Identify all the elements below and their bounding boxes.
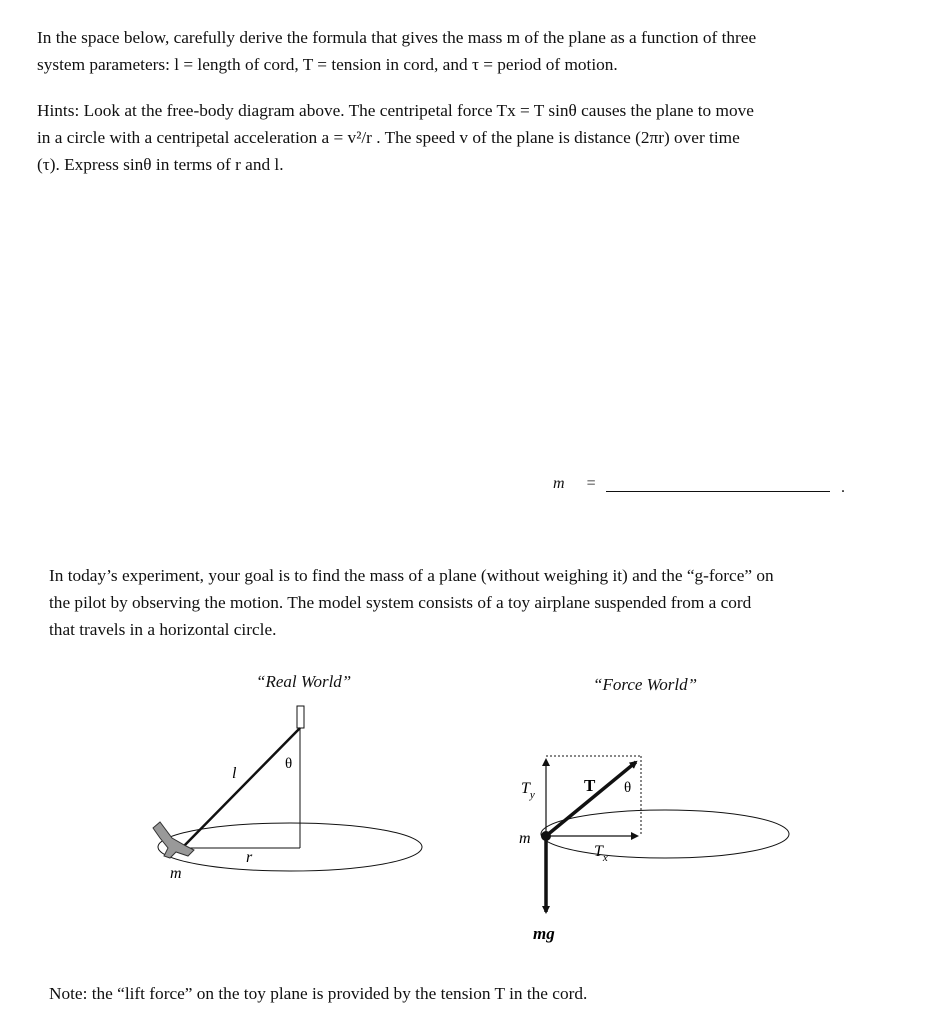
real-world-diagram bbox=[153, 706, 422, 882]
hints-line-1: Hints: Look at the free-body diagram above. The centripetal force Tx = T sinθ causes the plane to move bbox=[37, 101, 754, 120]
airplane-icon bbox=[153, 822, 194, 858]
label-r: r bbox=[246, 849, 253, 866]
label-theta-right: θ bbox=[624, 780, 632, 796]
experiment-line-3: that travels in a horizontal circle. bbox=[49, 620, 277, 639]
answer-label: m bbox=[553, 475, 565, 492]
label-tx-sub: x bbox=[602, 852, 608, 864]
answer-equals: = bbox=[586, 475, 596, 492]
label-ty-sub: y bbox=[529, 789, 535, 801]
label-mg: mg bbox=[533, 924, 555, 943]
label-tx-main: T bbox=[594, 843, 603, 860]
label-m-right: m bbox=[519, 830, 531, 847]
mass-point bbox=[541, 831, 551, 841]
experiment-line-1: In today’s experiment, your goal is to find the mass of a plane (without weighing it) and the “g-force” on bbox=[49, 566, 774, 585]
note-paragraph: Note: the “lift force” on the toy plane is provided by the tension T in the cord. bbox=[49, 984, 588, 1003]
hints-line-3: (τ). Express sinθ in terms of r and l. bbox=[37, 155, 284, 174]
experiment-line-2: the pilot by observing the motion. The model system consists of a toy airplane suspended from a cord bbox=[49, 593, 752, 612]
intro-line-1: In the space below, carefully derive the formula that gives the mass m of the plane as a function of three bbox=[37, 28, 757, 47]
label-t: T bbox=[584, 776, 596, 795]
label-ty-main: T bbox=[521, 780, 530, 797]
hints-line-2: in a circle with a centripetal acceleration a = v²/r . The speed v of the plane is distance (2πr) over time bbox=[37, 128, 740, 147]
intro-line-2: system parameters: l = length of cord, T = tension in cord, and τ = period of motion. bbox=[37, 55, 618, 74]
force-world-caption: “Force World” bbox=[593, 675, 698, 694]
force-world-diagram bbox=[519, 756, 789, 943]
tension-arrow bbox=[546, 762, 636, 836]
label-l: l bbox=[232, 765, 237, 782]
label-theta-left: θ bbox=[285, 756, 293, 772]
label-ty bbox=[521, 780, 535, 801]
pivot-post bbox=[297, 706, 304, 728]
label-tx bbox=[594, 843, 608, 864]
orbit-ellipse-right bbox=[541, 810, 789, 858]
cord-line bbox=[182, 728, 300, 848]
real-world-caption: “Real World” bbox=[256, 672, 352, 691]
answer-period: . bbox=[841, 479, 845, 496]
label-m-left: m bbox=[170, 865, 182, 882]
orbit-ellipse-left bbox=[158, 823, 422, 871]
